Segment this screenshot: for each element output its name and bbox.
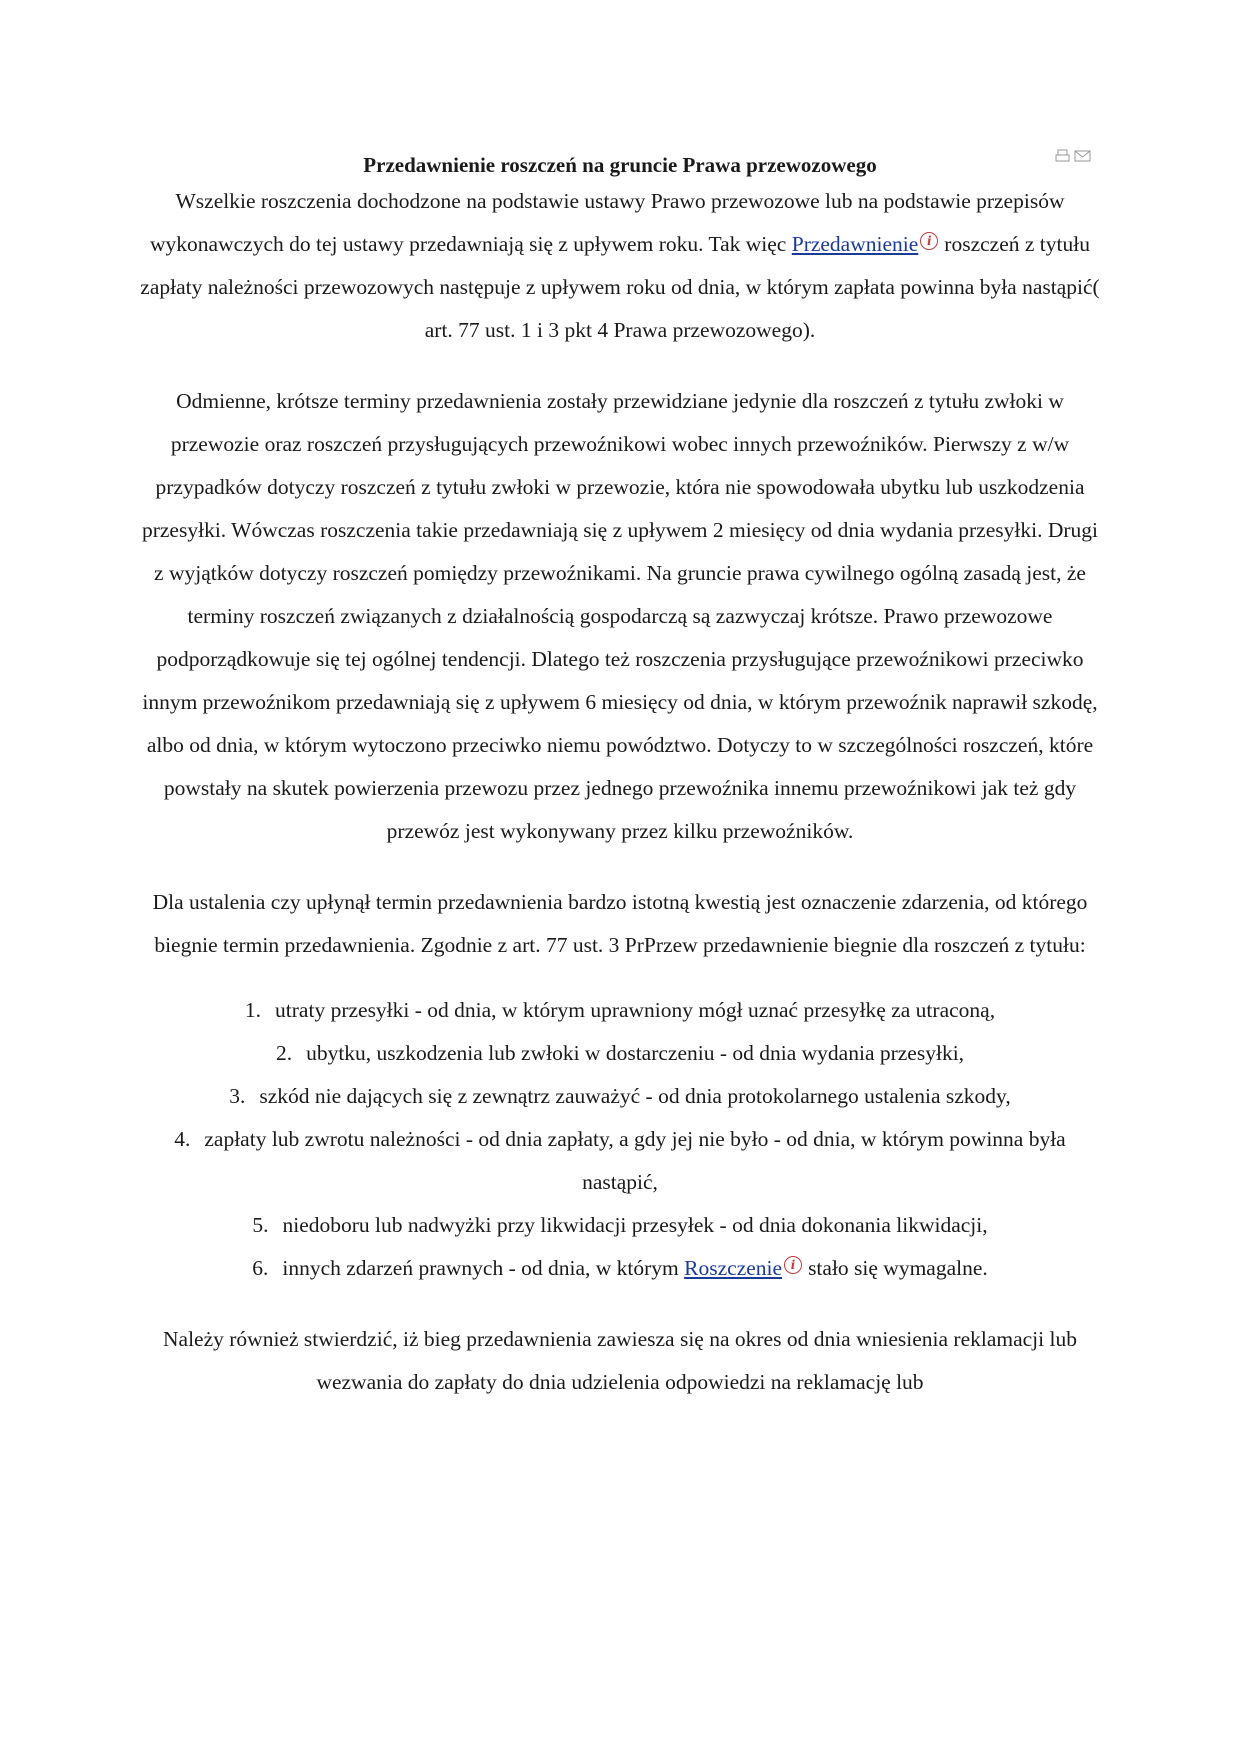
przedawnienie-link[interactable]: Przedawnienie: [791, 232, 919, 256]
list-item-number: 4.: [174, 1127, 191, 1151]
roszczenie-link[interactable]: Roszczenie: [684, 1256, 783, 1280]
claims-list: [140, 989, 1100, 1290]
paragraph-3: Dla ustalenia czy upłynął termin przedawnienia bardzo istotną kwestią jest oznaczenie zdarzenia, od którego biegnie termin przedawnienia. Zgodnie z art. 77 ust. 3 PrPrzew przedawnienie biegnie dla roszczeń z tytułu:: [152, 890, 1088, 957]
list-item-number: 2.: [275, 1041, 293, 1065]
list-item-text: utraty przesyłki - od dnia, w którym uprawniony mógł uznać przesyłkę za utraconą,: [275, 998, 996, 1022]
list-item: [140, 1247, 1100, 1290]
list-item-text: zapłaty lub zwrotu należności - od dnia zapłaty, a gdy jej nie było - od dnia, w którym powinna była nastąpić,: [204, 1127, 1066, 1194]
list-item-number: 1.: [244, 998, 262, 1022]
info-icon[interactable]: i: [784, 1256, 802, 1274]
list-item: [140, 1075, 1100, 1118]
info-icon[interactable]: i: [920, 232, 938, 250]
list-item: [140, 989, 1100, 1032]
list-item-text: niedoboru lub nadwyżki przy likwidacji przesyłek - od dnia dokonania likwidacji,: [282, 1213, 988, 1237]
list-item-text: szkód nie dających się z zewnątrz zauważyć - od dnia protokolarnego ustalenia szkody,: [259, 1084, 1011, 1108]
list-item: [140, 1204, 1100, 1247]
list-item-number: 5.: [252, 1213, 269, 1237]
page-title: Przedawnienie roszczeń na gruncie Prawa przewozowego: [363, 153, 877, 177]
list-item-number: 6.: [252, 1256, 269, 1280]
list-item-text: ubytku, uszkodzenia lub zwłoki w dostarczeniu - od dnia wydania przesyłki,: [306, 1041, 965, 1065]
list-item-text-after: stało się wymagalne.: [808, 1256, 988, 1280]
list-item-text-before: innych zdarzeń prawnych - od dnia, w którym: [282, 1256, 685, 1280]
paragraph-1-text-after: roszczeń z tytułu zapłaty należności przewozowych następuje z upływem roku od dnia, w którym zapłata powinna była nastąpić( art. 77 ust. 1 i 3 pkt 4 Prawa przewozowego).: [140, 232, 1100, 342]
toolbar-icons: [1055, 148, 1091, 162]
list-item-number: 3.: [229, 1084, 246, 1108]
paragraph-2: Odmienne, krótsze terminy przedawnienia zostały przewidziane jedynie dla roszczeń z tytułu zwłoki w przewozie oraz roszczeń przysługujących przewoźnikowi wobec innych przewoźników. Pierwszy z w/w przypadków dotyczy roszczeń z tytułu zwłoki w przewozie, która nie spowodowała ubytku lub uszkodzenia przesyłki. Wówczas roszczenia takie przedawniają się z upływem 2 miesięcy od dnia wydania przesyłki. Drugi z wyjątków dotyczy roszczeń pomiędzy przewoźnikami. Na gruncie prawa cywilnego ogólną zasadą jest, że terminy roszczeń związanych z działalnością gospodarczą są zazwyczaj krótsze. Prawo przewozowe podporządkowuje się tej ogólnej tendencji. Dlatego też roszczenia przysługujące przewoźnikowi przeciwko innym przewoźnikom przedawniają się z upływem 6 miesięcy od dnia, w którym przewoźnik naprawił szkodę, albo od dnia, w którym wytoczono przeciwko niemu powództwo. Dotyczy to w szczególności roszczeń, które powstały na skutek powierzenia przewozu przez jednego przewoźnika innemu przewoźnikowi jak też gdy przewóz jest wykonywany przez kilku przewoźników.: [141, 389, 1098, 843]
mail-icon[interactable]: [1074, 148, 1091, 162]
print-icon[interactable]: [1055, 148, 1072, 162]
document-page: [140, 140, 1100, 1404]
list-item: [140, 1118, 1100, 1204]
paragraph-1: [140, 180, 1100, 352]
list-item: [140, 1032, 1100, 1075]
paragraph-4: Należy również stwierdzić, iż bieg przedawnienia zawiesza się na okres od dnia wniesienia reklamacji lub wezwania do zapłaty do dnia udzielenia odpowiedzi na reklamację lub: [163, 1327, 1077, 1394]
paragraph-1-text-before: Wszelkie roszczenia dochodzone na podstawie ustawy Prawo przewozowe lub na podstawie przepisów wykonawczych do tej ustawy przedawniają się z upływem roku. Tak więc: [150, 189, 1065, 256]
